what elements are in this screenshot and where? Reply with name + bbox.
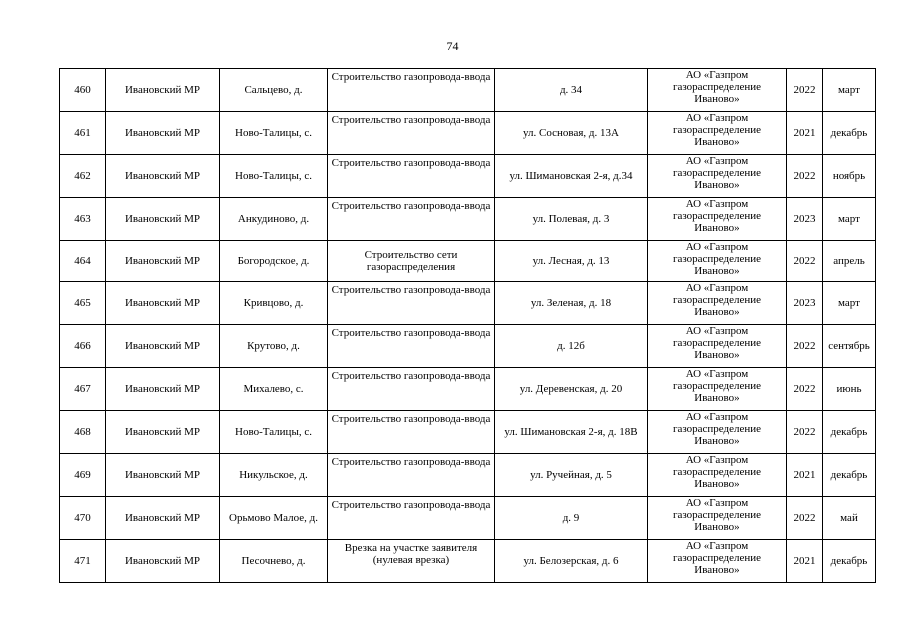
cell-district: Ивановский МР [106,497,220,540]
table-row [60,282,876,325]
cell-month: декабрь [823,112,876,155]
cell-row-number: 463 [60,198,106,241]
cell-organization: АО «Газпром газораспределение Иваново» [648,241,787,282]
cell-address: д. 34 [495,69,648,112]
cell-district: Ивановский МР [106,69,220,112]
cell-month: сентябрь [823,325,876,368]
cell-row-number: 471 [60,540,106,583]
gasification-table [59,68,876,583]
cell-address: ул. Белозерская, д. 6 [495,540,648,583]
cell-district: Ивановский МР [106,282,220,325]
cell-month: ноябрь [823,155,876,198]
cell-month: декабрь [823,454,876,497]
table-row [60,325,876,368]
cell-year: 2022 [787,155,823,198]
cell-work-type: Строительство газопровода-ввода [328,497,495,540]
table-row [60,368,876,411]
cell-row-number: 460 [60,69,106,112]
cell-settlement: Орьмово Малое, д. [220,497,328,540]
cell-month: апрель [823,241,876,282]
cell-row-number: 461 [60,112,106,155]
cell-address: д. 12б [495,325,648,368]
cell-settlement: Ново-Талицы, с. [220,112,328,155]
cell-row-number: 470 [60,497,106,540]
cell-year: 2021 [787,112,823,155]
cell-work-type: Строительство газопровода-ввода [328,112,495,155]
cell-month: март [823,69,876,112]
cell-district: Ивановский МР [106,155,220,198]
cell-year: 2022 [787,411,823,454]
table-row [60,454,876,497]
cell-district: Ивановский МР [106,540,220,583]
cell-organization: АО «Газпром газораспределение Иваново» [648,155,787,198]
table-row [60,497,876,540]
cell-address: ул. Ручейная, д. 5 [495,454,648,497]
cell-district: Ивановский МР [106,198,220,241]
cell-row-number: 464 [60,241,106,282]
cell-organization: АО «Газпром газораспределение Иваново» [648,411,787,454]
cell-settlement: Крутово, д. [220,325,328,368]
cell-year: 2023 [787,198,823,241]
table-row [60,540,876,583]
cell-month: июнь [823,368,876,411]
cell-settlement: Богородское, д. [220,241,328,282]
cell-organization: АО «Газпром газораспределение Иваново» [648,112,787,155]
table-row [60,112,876,155]
table-row [60,69,876,112]
cell-work-type: Строительство сети газораспределения [328,241,495,282]
cell-settlement: Песочнево, д. [220,540,328,583]
cell-month: март [823,282,876,325]
cell-organization: АО «Газпром газораспределение Иваново» [648,69,787,112]
cell-organization: АО «Газпром газораспределение Иваново» [648,282,787,325]
cell-year: 2022 [787,368,823,411]
cell-district: Ивановский МР [106,325,220,368]
cell-district: Ивановский МР [106,112,220,155]
cell-settlement: Ново-Талицы, с. [220,411,328,454]
cell-work-type: Врезка на участке заявителя (нулевая врезка) [328,540,495,583]
cell-district: Ивановский МР [106,368,220,411]
cell-month: май [823,497,876,540]
page-number: 74 [446,39,459,53]
cell-settlement: Сальцево, д. [220,69,328,112]
cell-row-number: 466 [60,325,106,368]
cell-work-type: Строительство газопровода-ввода [328,325,495,368]
cell-row-number: 468 [60,411,106,454]
cell-district: Ивановский МР [106,411,220,454]
cell-year: 2023 [787,282,823,325]
table-row [60,198,876,241]
cell-address: ул. Сосновая, д. 13А [495,112,648,155]
cell-address: д. 9 [495,497,648,540]
cell-year: 2022 [787,69,823,112]
cell-settlement: Михалево, с. [220,368,328,411]
table-body [60,69,876,583]
cell-address: ул. Зеленая, д. 18 [495,282,648,325]
cell-work-type: Строительство газопровода-ввода [328,282,495,325]
cell-address: ул. Полевая, д. 3 [495,198,648,241]
cell-month: декабрь [823,411,876,454]
cell-month: декабрь [823,540,876,583]
cell-address: ул. Шимановская 2-я, д.34 [495,155,648,198]
table-row [60,411,876,454]
cell-organization: АО «Газпром газораспределение Иваново» [648,368,787,411]
cell-row-number: 467 [60,368,106,411]
cell-organization: АО «Газпром газораспределение Иваново» [648,325,787,368]
cell-settlement: Никульское, д. [220,454,328,497]
cell-year: 2021 [787,540,823,583]
cell-row-number: 469 [60,454,106,497]
cell-year: 2022 [787,325,823,368]
cell-month: март [823,198,876,241]
table-row [60,155,876,198]
cell-year: 2022 [787,497,823,540]
cell-work-type: Строительство газопровода-ввода [328,155,495,198]
cell-district: Ивановский МР [106,241,220,282]
cell-work-type: Строительство газопровода-ввода [328,198,495,241]
cell-organization: АО «Газпром газораспределение Иваново» [648,540,787,583]
cell-row-number: 462 [60,155,106,198]
cell-settlement: Кривцово, д. [220,282,328,325]
cell-year: 2022 [787,241,823,282]
cell-organization: АО «Газпром газораспределение Иваново» [648,454,787,497]
table-row [60,241,876,282]
cell-district: Ивановский МР [106,454,220,497]
cell-address: ул. Шимановская 2-я, д. 18В [495,411,648,454]
cell-work-type: Строительство газопровода-ввода [328,454,495,497]
cell-settlement: Анкудиново, д. [220,198,328,241]
cell-address: ул. Деревенская, д. 20 [495,368,648,411]
cell-address: ул. Лесная, д. 13 [495,241,648,282]
cell-year: 2021 [787,454,823,497]
cell-work-type: Строительство газопровода-ввода [328,411,495,454]
cell-row-number: 465 [60,282,106,325]
cell-work-type: Строительство газопровода-ввода [328,368,495,411]
cell-organization: АО «Газпром газораспределение Иваново» [648,198,787,241]
cell-settlement: Ново-Талицы, с. [220,155,328,198]
cell-work-type: Строительство газопровода-ввода [328,69,495,112]
cell-organization: АО «Газпром газораспределение Иваново» [648,497,787,540]
